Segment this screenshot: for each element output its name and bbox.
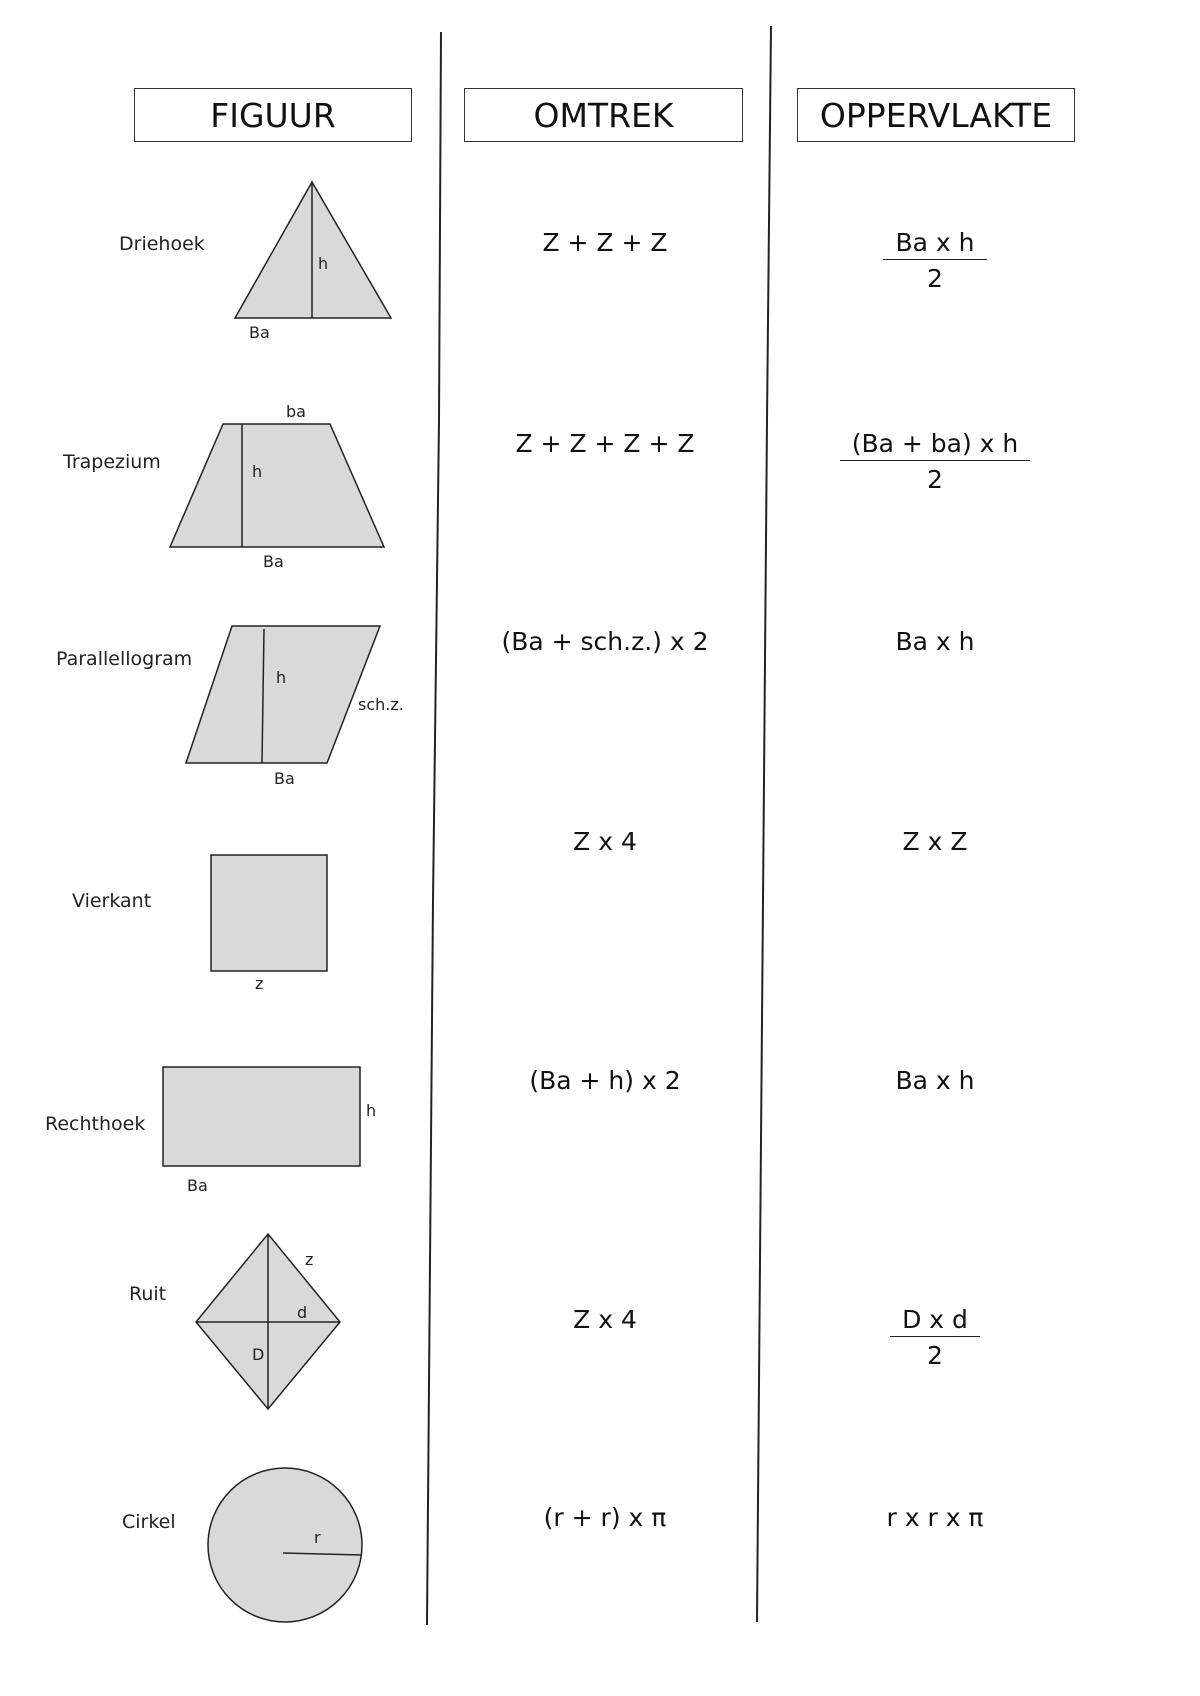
fraction-denominator: 2 [927, 465, 943, 494]
side-label: sch.z. [358, 695, 404, 714]
height-label: h [318, 254, 329, 273]
height-label: h [252, 462, 263, 481]
fraction-numerator: (Ba + ba) x h [840, 429, 1031, 461]
omtrek-formula: (r + r) x π [543, 1503, 667, 1532]
large-diagonal-label: D [252, 1345, 265, 1364]
side-label: z [255, 974, 264, 993]
omtrek-formula: (Ba + h) x 2 [529, 1066, 681, 1095]
fraction-numerator: Ba x h [883, 228, 986, 260]
omtrek-formula: Z + Z + Z + Z [515, 429, 695, 458]
base-label: Ba [187, 1176, 208, 1195]
small-diagonal-label: d [297, 1303, 308, 1322]
shape-name: Vierkant [72, 890, 152, 912]
shape-name: Parallellogram [56, 648, 193, 670]
shape-name: Trapezium [63, 451, 161, 473]
fraction-denominator: 2 [927, 1341, 943, 1370]
omtrek-formula: Z + Z + Z [542, 228, 668, 257]
oppervlakte-formula: Z x Z [902, 827, 968, 856]
oppervlakte-formula: r x r x π [886, 1503, 984, 1532]
shape-name: Driehoek [119, 233, 205, 255]
side-label: z [305, 1250, 314, 1269]
shape-name: Cirkel [122, 1511, 176, 1533]
header-figuur: FIGUUR [134, 88, 412, 142]
omtrek-formula: Z x 4 [573, 1305, 637, 1334]
omtrek-formula: (Ba + sch.z.) x 2 [501, 627, 709, 656]
oppervlakte-formula: Ba x h [895, 627, 975, 656]
shape-name: Rechthoek [45, 1113, 146, 1135]
shape-name: Ruit [129, 1283, 167, 1305]
radius-label: r [314, 1528, 321, 1547]
fraction-denominator: 2 [927, 264, 943, 293]
base-label: Ba [274, 769, 295, 788]
base-label: Ba [263, 552, 284, 571]
header-oppervlakte: OPPERVLAKTE [797, 88, 1075, 142]
base-label: Ba [249, 323, 270, 342]
fraction-numerator: D x d [890, 1305, 980, 1337]
circle-outline [208, 1468, 362, 1622]
oppervlakte-formula: Ba x h [895, 1066, 975, 1095]
height-label: h [276, 668, 287, 687]
height-label: h [366, 1101, 377, 1120]
top-base-label: ba [286, 402, 306, 421]
header-omtrek: OMTREK [464, 88, 743, 142]
omtrek-formula: Z x 4 [573, 827, 637, 856]
